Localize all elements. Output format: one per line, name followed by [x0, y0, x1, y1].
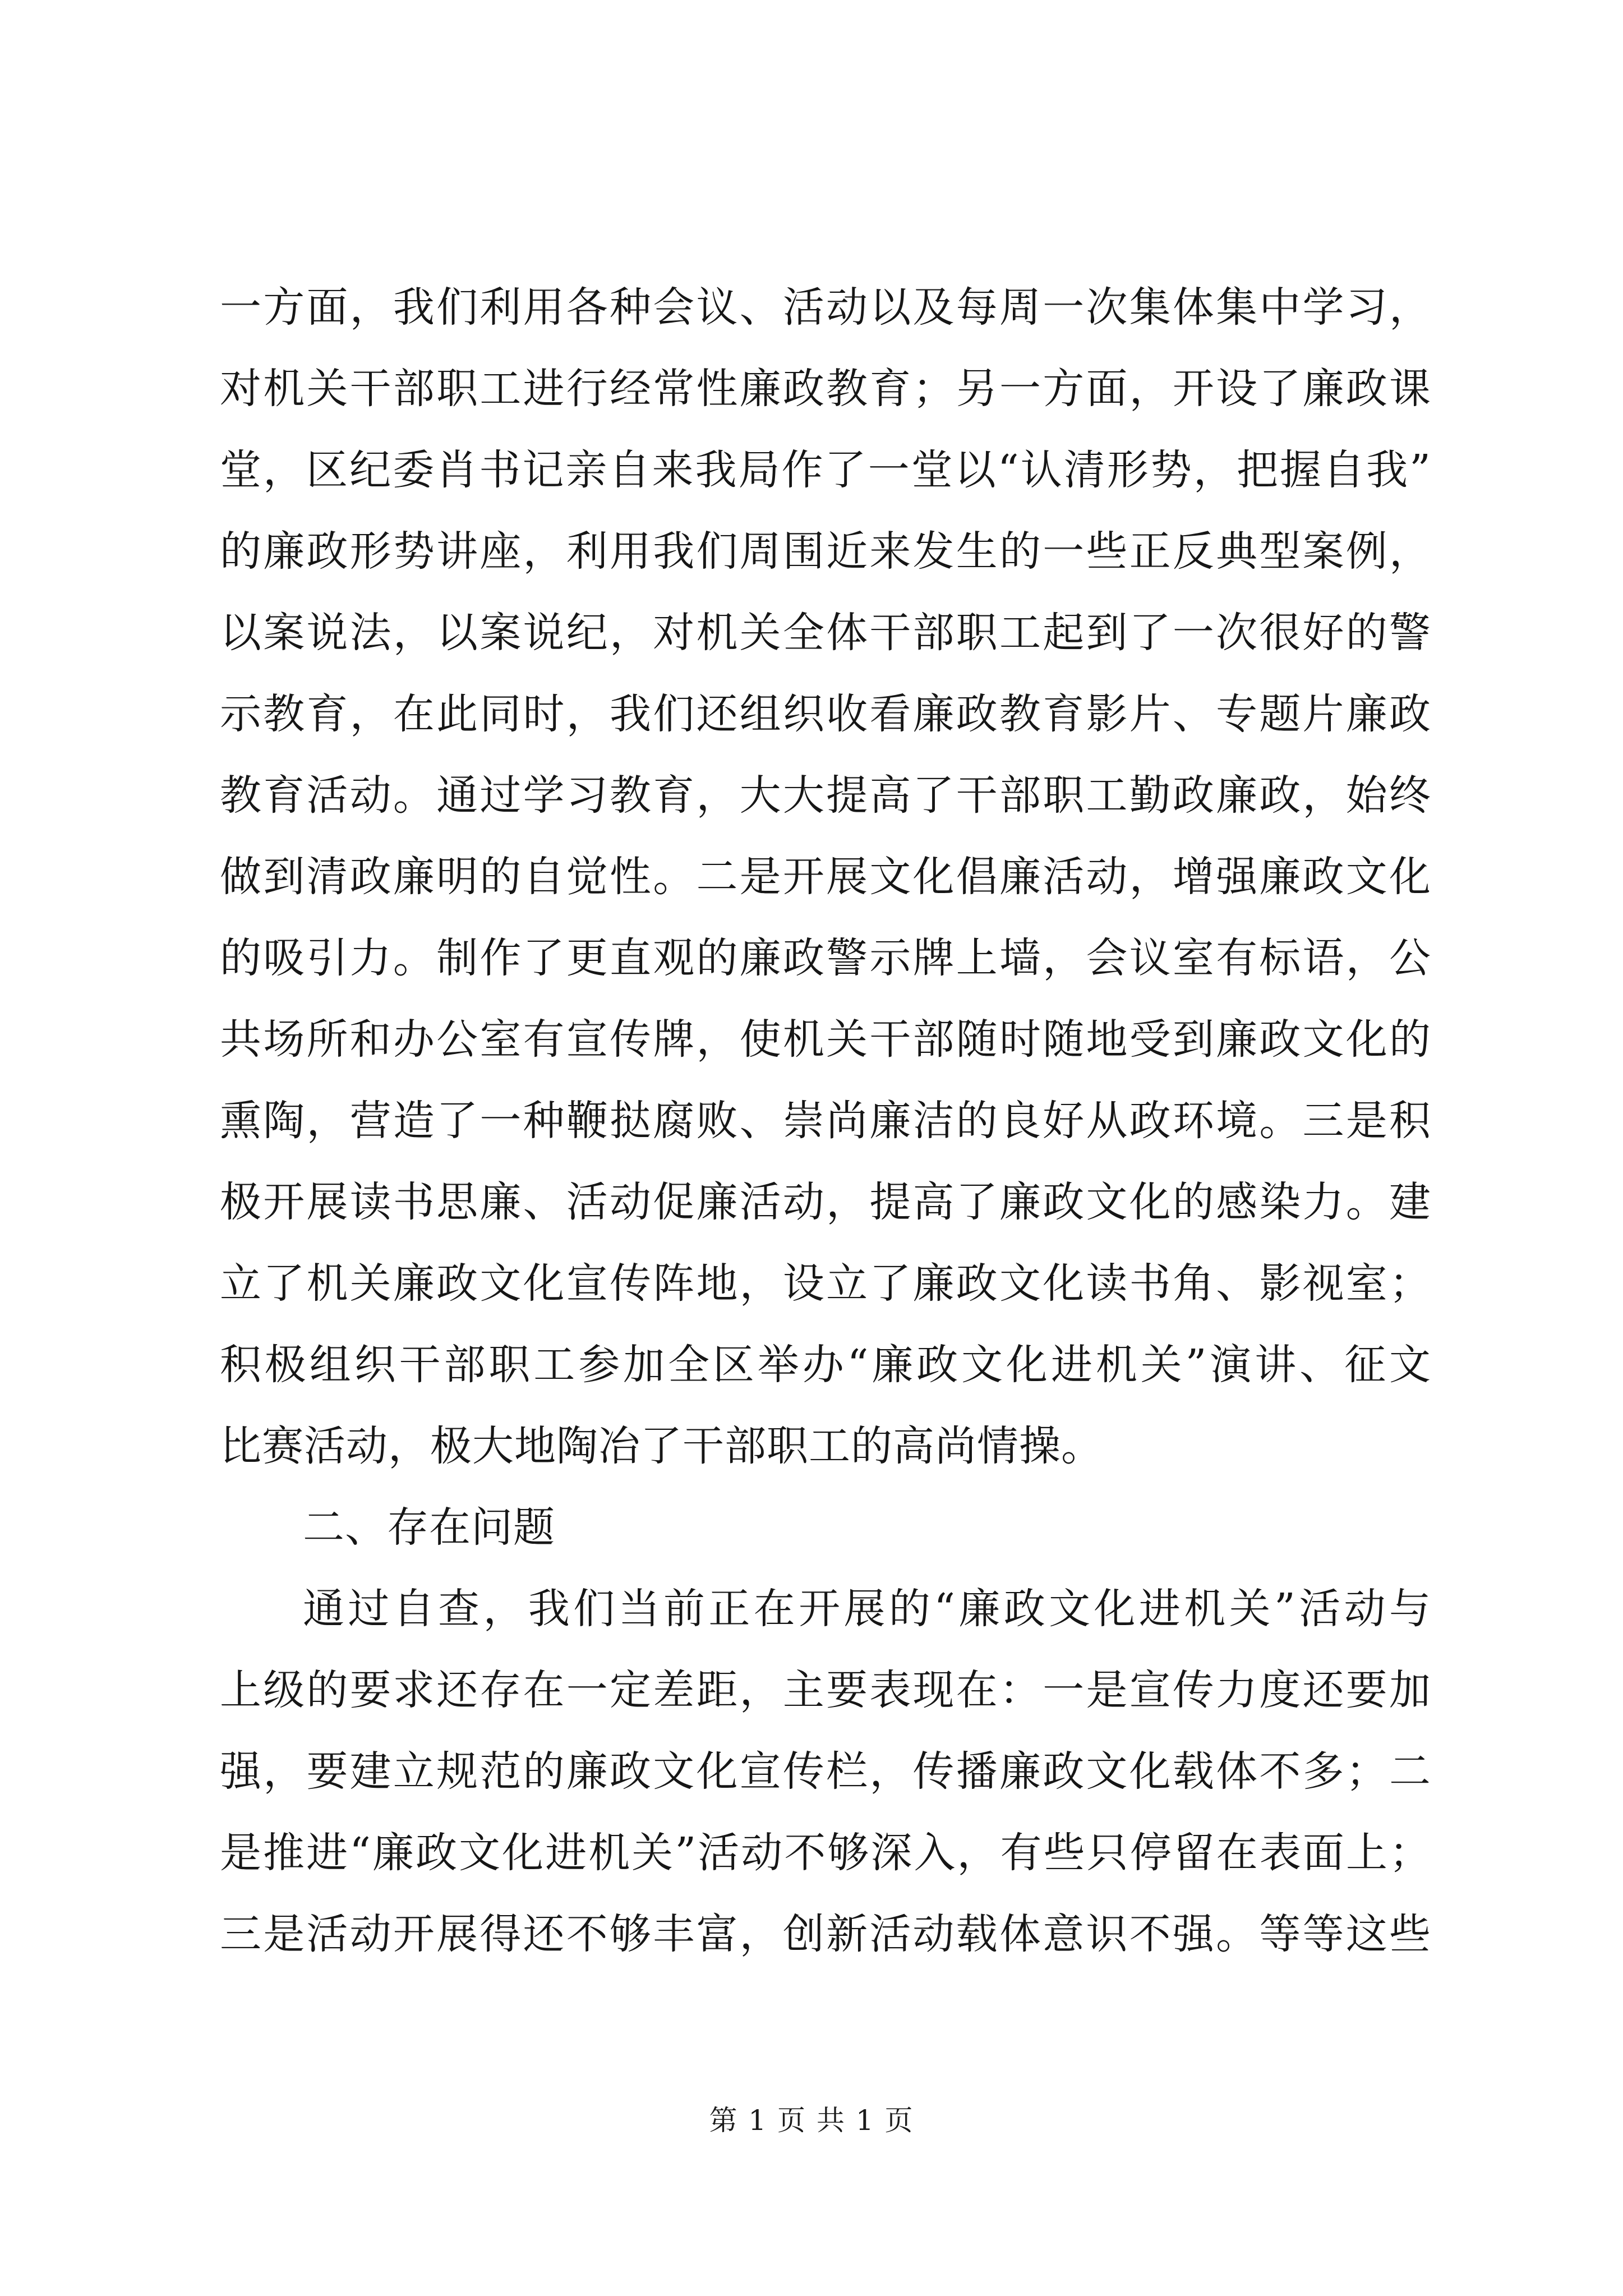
text-line: 的吸引力。制作了更直观的廉政警示牌上墙，会议室有标语，公	[220, 934, 1431, 982]
document-body	[220, 267, 1431, 1975]
page-number-footer: 第 1 页 共 1 页	[709, 2104, 914, 2137]
text-line: 上级的要求还存在一定差距，主要表现在：一是宣传力度还要加	[220, 1666, 1431, 1714]
text-line: 堂，区纪委肖书记亲自来我局作了一堂以“认清形势，把握自我”	[220, 446, 1431, 494]
text-line: 比赛活动，极大地陶冶了干部职工的高尚情操。	[220, 1422, 1103, 1470]
text-line: 立了机关廉政文化宣传阵地，设立了廉政文化读书角、影视室；	[220, 1259, 1431, 1308]
text-line: 三是活动开展得还不够丰富，创新活动载体意识不强。等等这些	[220, 1910, 1431, 1958]
text-line: 极开展读书思廉、活动促廉活动，提高了廉政文化的感染力。建	[220, 1178, 1431, 1226]
text-line: 强，要建立规范的廉政文化宣传栏，传播廉政文化载体不多；二	[220, 1747, 1431, 1796]
text-line: 熏陶，营造了一种鞭挞腐败、崇尚廉洁的良好从政环境。三是积	[220, 1097, 1431, 1145]
text-line: 以案说法，以案说纪，对机关全体干部职工起到了一次很好的警	[220, 609, 1431, 657]
text-line: 通过自查，我们当前正在开展的“廉政文化进机关”活动与	[303, 1585, 1431, 1633]
text-line: 的廉政形势讲座，利用我们周围近来发生的一些正反典型案例，	[220, 527, 1431, 576]
text-line: 做到清政廉明的自觉性。二是开展文化倡廉活动，增强廉政文化	[220, 853, 1431, 901]
text-line: 对机关干部职工进行经常性廉政教育；另一方面，开设了廉政课	[220, 365, 1431, 413]
text-line: 积极组织干部职工参加全区举办“廉政文化进机关”演讲、征文	[220, 1341, 1431, 1389]
section-heading: 二、存在问题	[303, 1503, 555, 1552]
text-line: 是推进“廉政文化进机关”活动不够深入，有些只停留在表面上；	[220, 1829, 1431, 1877]
text-line: 教育活动。通过学习教育，大大提高了干部职工勤政廉政，始终	[220, 771, 1431, 820]
text-line: 示教育，在此同时，我们还组织收看廉政教育影片、专题片廉政	[220, 690, 1431, 738]
text-line: 一方面，我们利用各种会议、活动以及每周一次集体集中学习，	[220, 283, 1431, 332]
text-line: 共场所和办公室有宣传牌，使机关干部随时随地受到廉政文化的	[220, 1015, 1431, 1064]
